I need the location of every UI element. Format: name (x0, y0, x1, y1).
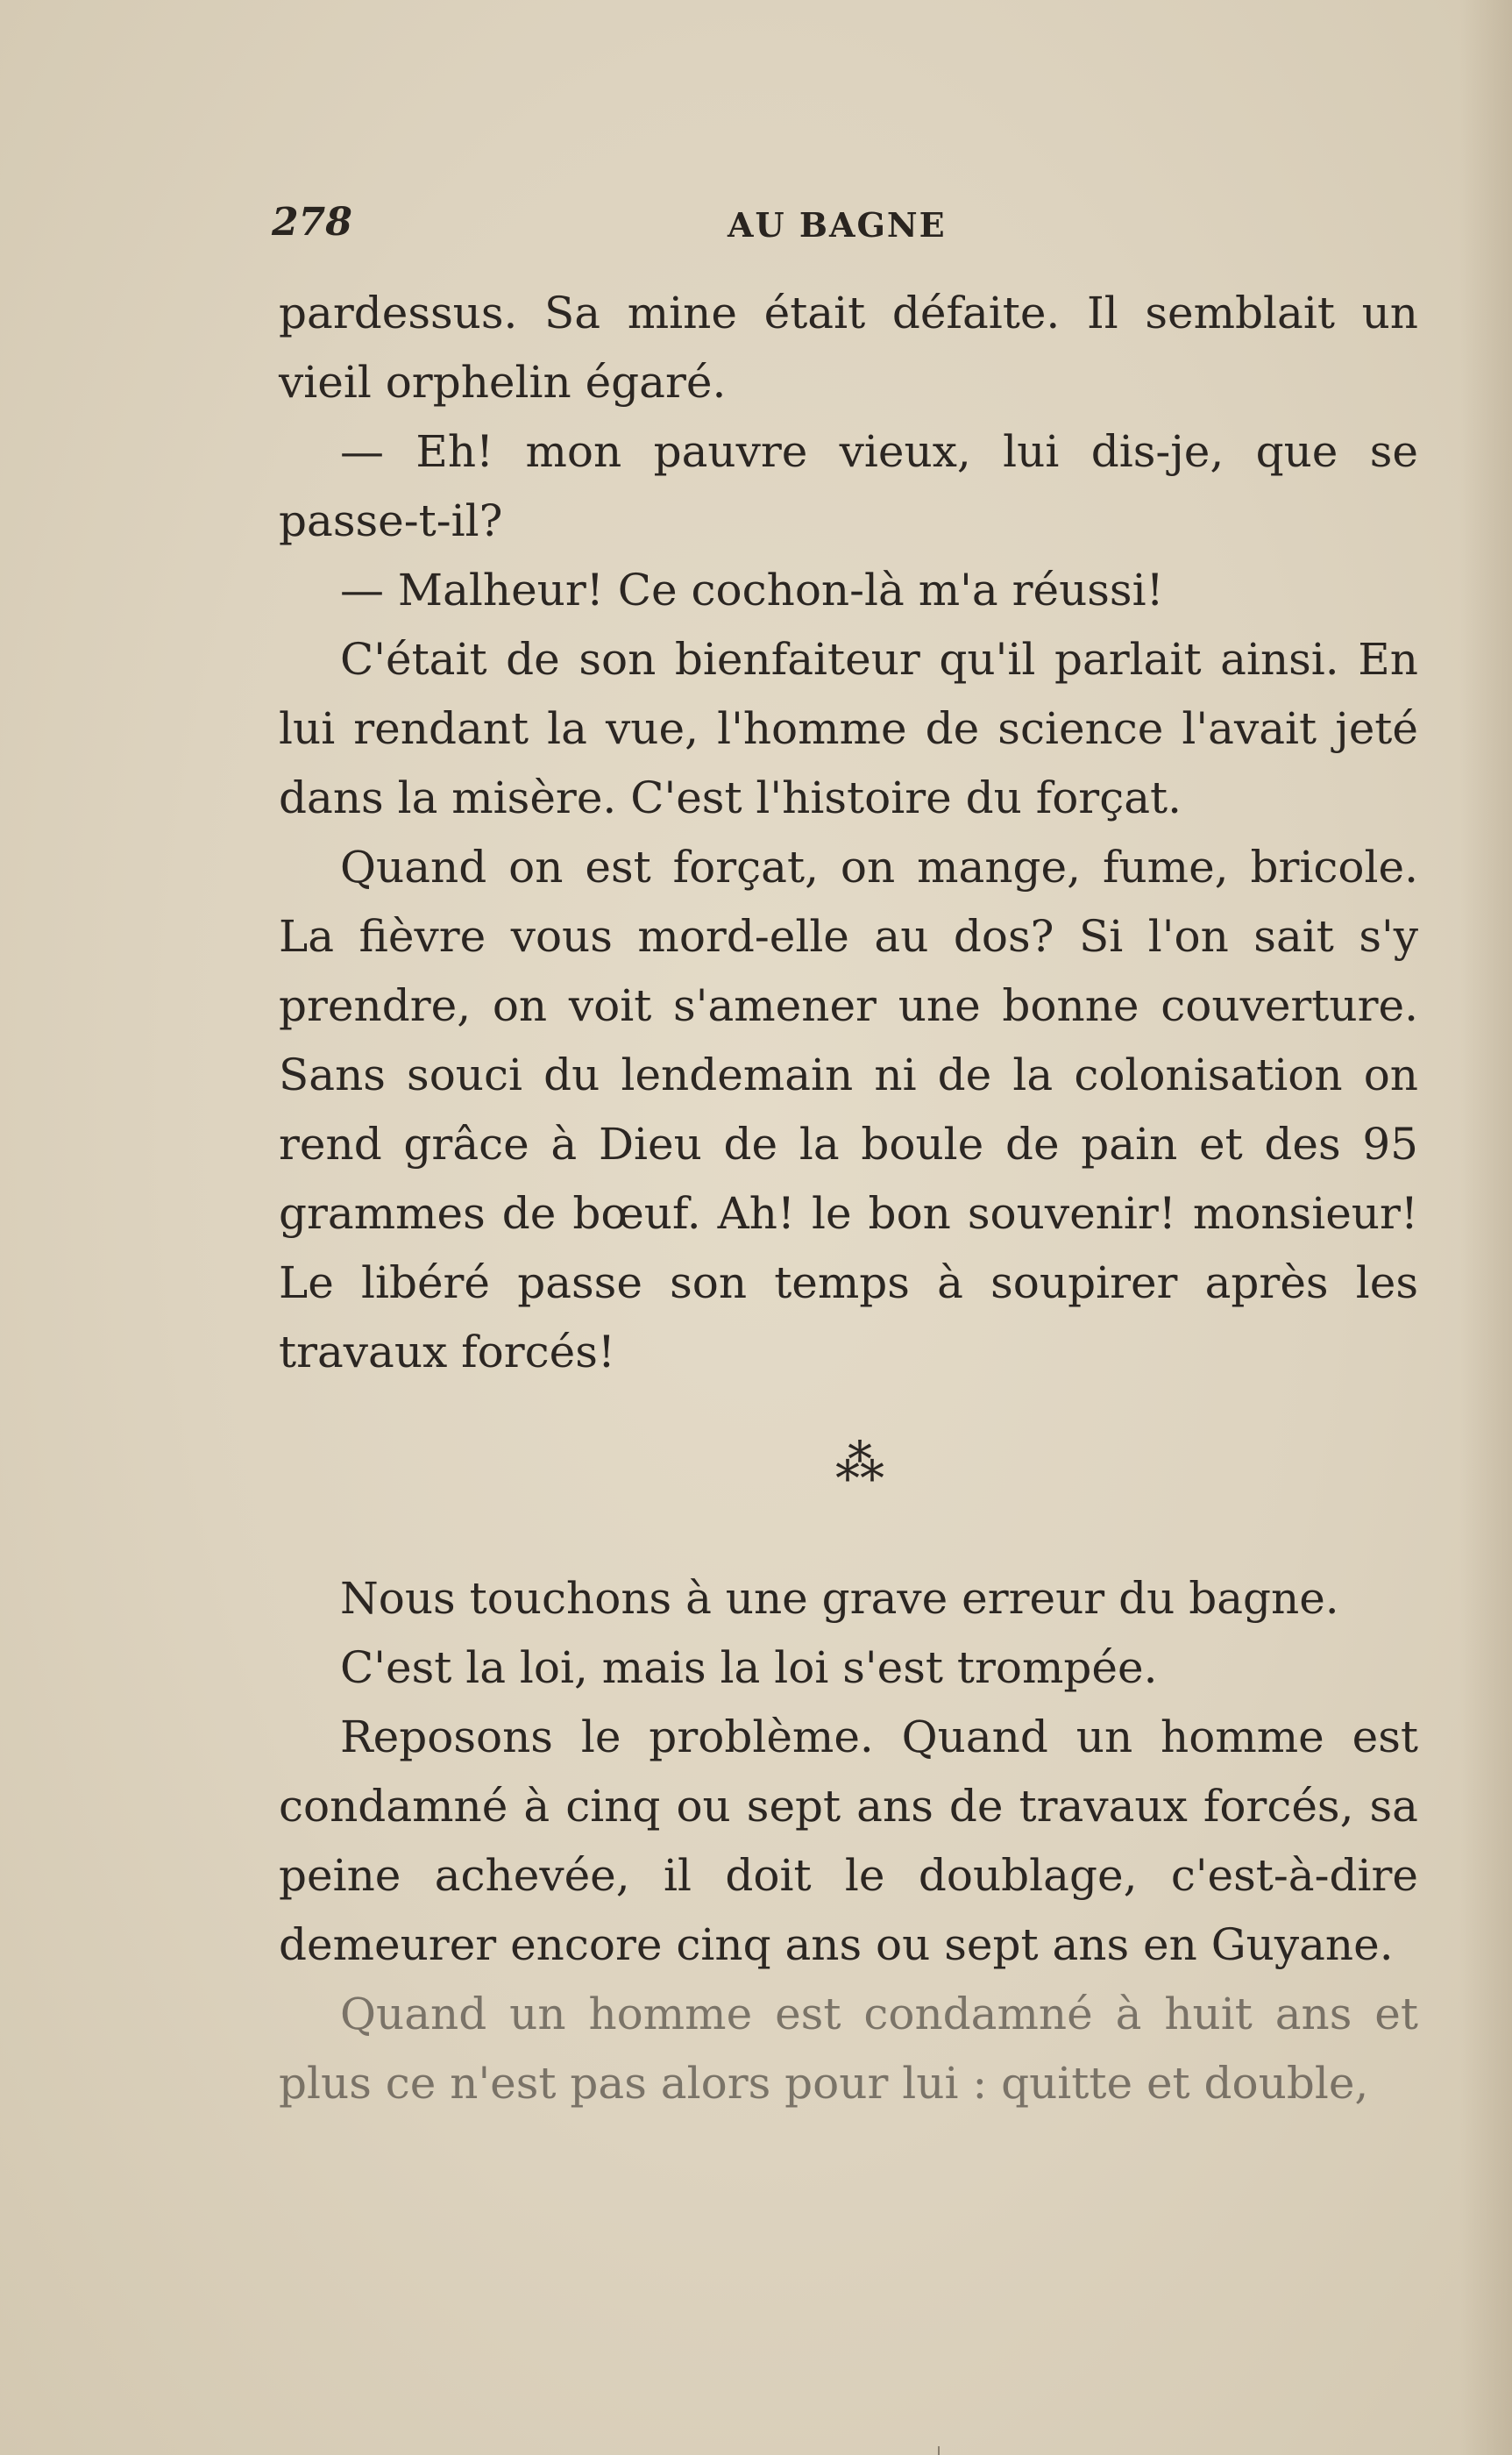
paragraph: Reposons le problème. Quand un homme est condamné à cinq ou sept ans de travaux forcés, sa peine achevée, il doit le doublage, c'est-à-dire demeurer encore cinq ans ou sept ans en Guyane. (279, 1711, 1418, 1970)
page-edge-shadow (1459, 0, 1512, 2455)
paragraph: pardessus. Sa mine était défaite. Il semblait un vieil orphelin égaré. (279, 288, 1418, 408)
running-head (272, 200, 1420, 261)
paragraph: — Malheur! Ce cochon-là m'a réussi! (340, 565, 1164, 616)
paragraph: C'est la loi, mais la loi s'est trompée. (340, 1642, 1158, 1693)
section-ornament: ⁂ (835, 1435, 888, 1492)
paragraph: Nous touchons à une grave erreur du bagne. (340, 1573, 1339, 1624)
running-title: AU BAGNE (728, 205, 947, 245)
body-text (279, 279, 1418, 2118)
page-mark (938, 2446, 940, 2455)
page-number: 278 (272, 200, 352, 245)
paragraph: C'était de son bienfaiteur qu'il parlait ainsi. En lui rendant la vue, l'homme de science l'avait jeté dans la misère. C'est l'histoire du forçat. (279, 634, 1418, 823)
paragraph: Quand on est forçat, on mange, fume, bricole. La fièvre vous mord-elle au dos? Si l'on sait s'y prendre, on voit s'amener une bonne couverture. Sans souci du lendemain ni de la colonisation on rend grâce à Dieu de la boule de pain et des 95 grammes de bœuf. Ah! le bon souvenir! monsieur! Le libéré passe son temps à soupirer après les travaux forcés! (279, 842, 1418, 1377)
paragraph: Quand un homme est condamné à huit ans et plus ce n'est pas alors pour lui : quitte et double, (279, 1989, 1418, 2109)
paragraph: — Eh! mon pauvre vieux, lui dis-je, que se passe-t-il? (279, 426, 1418, 546)
